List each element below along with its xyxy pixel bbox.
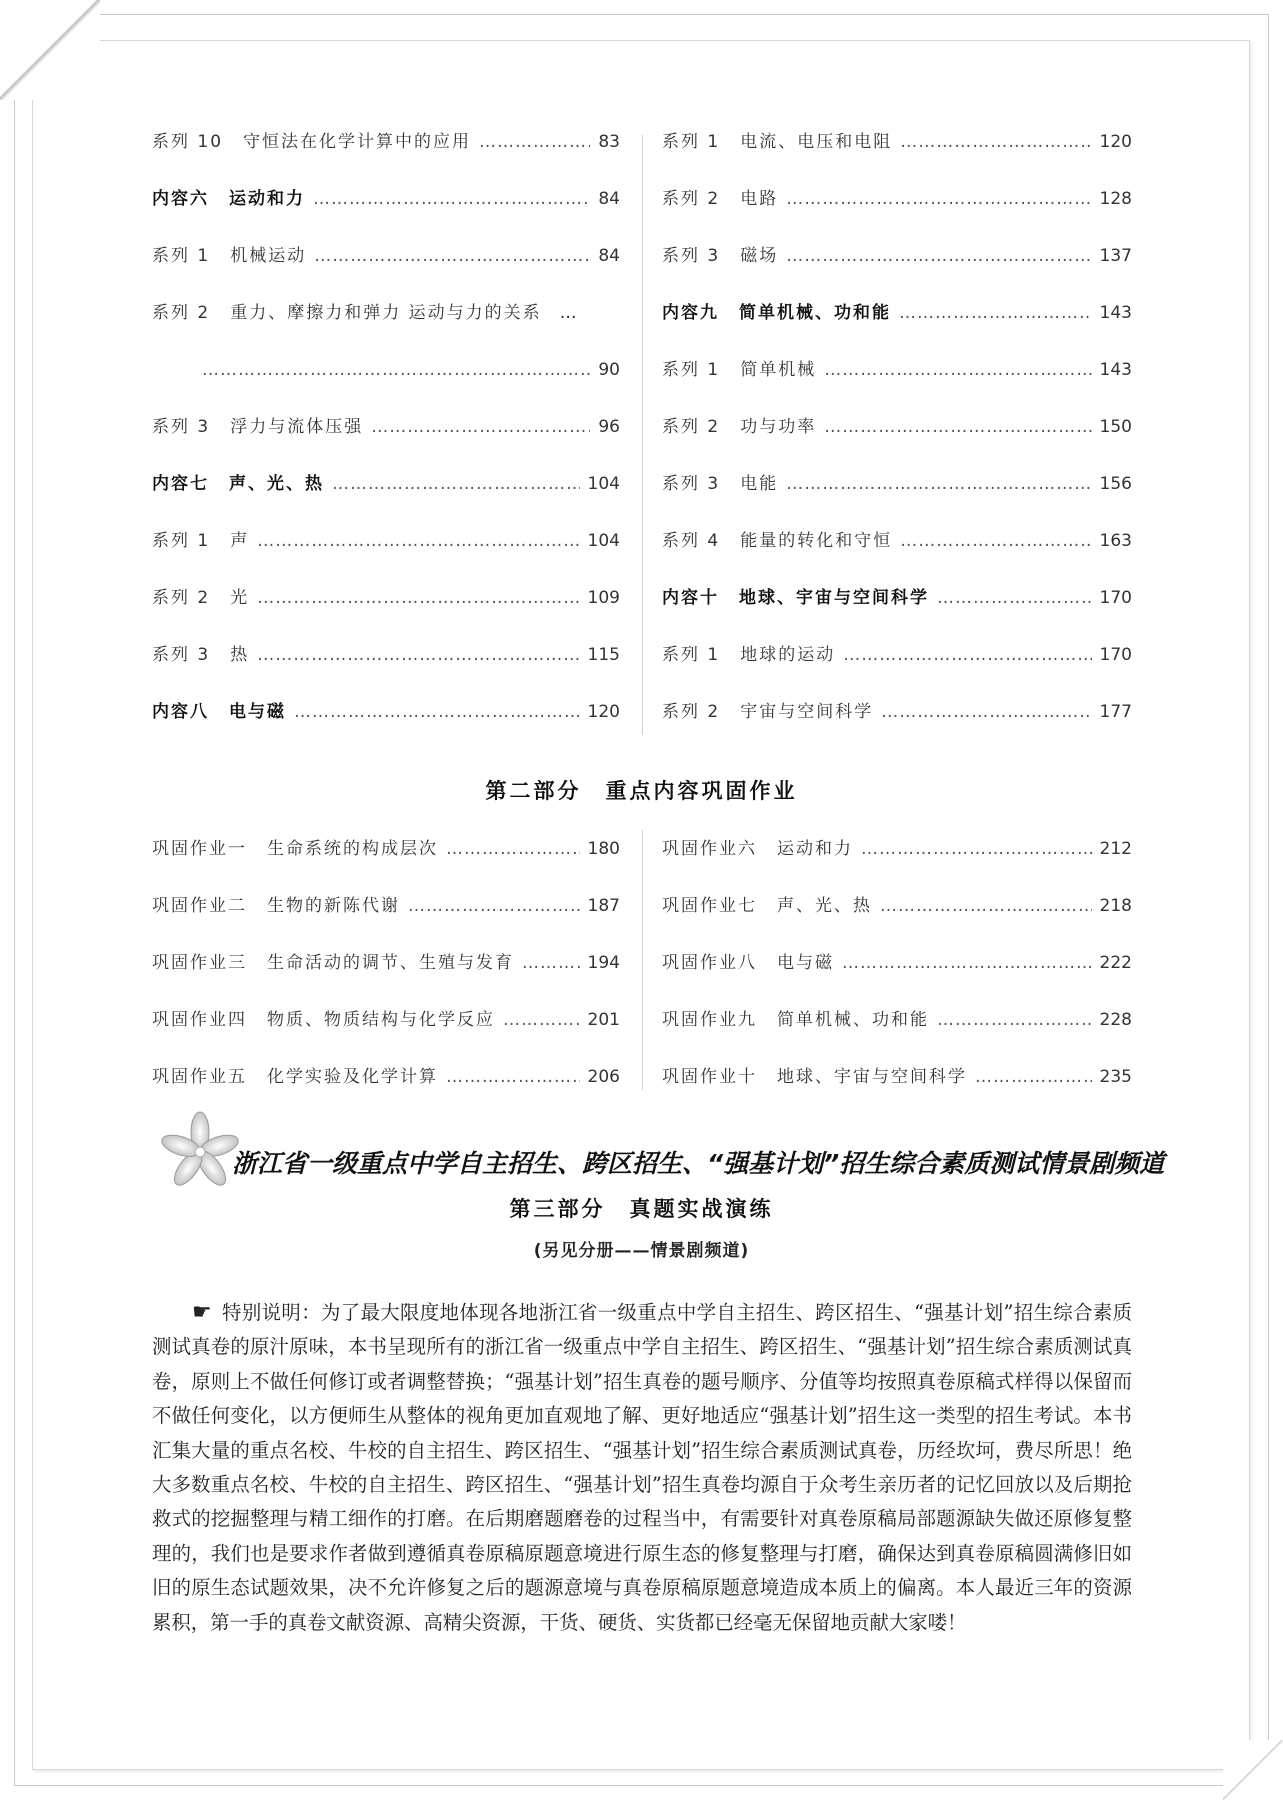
toc-entry[interactable]: 系列 2 重力、摩擦力和弹力 运动与力的关系 … <box>152 303 578 323</box>
channel-banner <box>160 1110 1165 1180</box>
leader-dots <box>843 644 1091 666</box>
toc-entry[interactable]: 系列 1 简单机械 …………………………………………………………………………… 143 <box>662 359 1132 416</box>
leader-dots <box>332 473 580 495</box>
leader-dots <box>294 701 580 723</box>
toc-entry[interactable]: 内容十 地球、宇宙与空间科学 …………………………………………………………………………… 170 <box>662 587 1132 644</box>
toc-entry[interactable]: 系列 3 浮力与流体压强 …………………………………………………………………………… 96 <box>152 416 620 473</box>
leader-dots <box>900 530 1091 552</box>
toc-entry[interactable]: 系列 3 热 …………………………………………………………………………… 115 <box>152 644 620 701</box>
toc-entry[interactable]: 巩固作业一 生命系统的构成层次 …………………………………………………………………………… 180 <box>152 838 620 895</box>
leader-dots <box>371 416 590 438</box>
toc-entry[interactable]: 巩固作业八 电与磁 …………………………………………………………………………… 222 <box>662 952 1132 1009</box>
leader-dots <box>899 302 1092 324</box>
leader-dots <box>786 245 1091 267</box>
toc-entry[interactable]: 系列 2 电路 …………………………………………………………………………… 128 <box>662 188 1132 245</box>
leader-dots <box>861 838 1092 860</box>
leader-dots <box>479 131 590 153</box>
leader-dots <box>202 359 590 381</box>
toc-entry[interactable]: 系列 10 守恒法在化学计算中的应用 …………………………………………………………………………… 83 <box>152 131 620 188</box>
leader-dots <box>975 1066 1092 1088</box>
part3-subtitle: (另见分册——情景剧频道) <box>533 1241 750 1261</box>
toc-entry[interactable]: 系列 1 电流、电压和电阻 …………………………………………………………………………… 120 <box>662 131 1132 188</box>
leader-dots <box>881 701 1091 723</box>
special-note <box>152 1296 1132 1640</box>
toc-right-column <box>662 131 1132 758</box>
toc-column-divider <box>642 135 643 735</box>
toc-entry[interactable]: 系列 2 光 …………………………………………………………………………… 109 <box>152 587 620 644</box>
toc-entry[interactable]: 系列 3 磁场 …………………………………………………………………………… 137 <box>662 245 1132 302</box>
leader-dots <box>880 895 1092 917</box>
leader-dots <box>937 587 1092 609</box>
banner-title: 浙江省一级重点中学自主招生、跨区招生、“强基计划”招生综合素质测试情景剧频道 <box>232 1149 1165 1178</box>
leader-dots <box>446 1066 580 1088</box>
toc-entry[interactable]: 内容七 声、光、热 …………………………………………………………………………… 104 <box>152 473 620 530</box>
toc-entry[interactable]: 巩固作业二 生物的新陈代谢 …………………………………………………………………………… 187 <box>152 895 620 952</box>
pointing-hand-icon: ☛ <box>192 1300 212 1325</box>
toc-entry[interactable]: 系列 1 地球的运动 …………………………………………………………………………… 170 <box>662 644 1132 701</box>
toc-entry[interactable]: 系列 2 宇宙与空间科学 …………………………………………………………………………… 177 <box>662 701 1132 758</box>
leader-dots <box>257 644 579 666</box>
leader-dots <box>900 131 1091 153</box>
leader-dots <box>313 188 590 210</box>
toc-entry[interactable]: 巩固作业六 运动和力 …………………………………………………………………………… 212 <box>662 838 1132 895</box>
special-note-text: 特别说明：为了最大限度地体现各地浙江省一级重点中学自主招生、跨区招生、“强基计划”招生综合素质测试真卷的原汁原味，本书呈现所有的浙江省一级重点中学自主招生、跨区招生、“强基计划”招生综合素质测试真卷，原则上不做任何修订或者调整替换；“强基计划”招生真卷的题号顺序、分值等均按照真卷原稿式样得以保留而不做任何变化，以方便师生从整体的视角更加直观地了解、更好地适应“强基计划”招生这一类型的招生考试。本书汇集大量的重点名校、牛校的自主招生、跨区招生、“强基计划”招生综合素质测试真卷，历经坎坷，费尽所思！绝大多数重点名校、牛校的自主招生、跨区招生、“强基计划”招生真卷均源自于众考生亲历者的记忆回放以及后期抢救式的挖掘整理与精工细作的打磨。在后期磨题磨卷的过程当中，有需要针对真卷原稿局部题源缺失做还原修复整理的，我们也是要求作者做到遵循真卷原稿原题意境进行原生态的修复整理与打磨，确保达到真卷原稿圆满修旧如旧的原生态试题效果，决不允许修复之后的题源意境与真卷原稿原题意境造成本质上的偏离。本人最近三年的资源累积，第一手的真卷文献资源、高精尖资源，干货、硬货、实货都已经毫无保留地贡献大家喽！ <box>152 1301 1132 1634</box>
leader-dots <box>314 245 590 267</box>
leader-dots <box>786 473 1091 495</box>
leader-dots <box>937 1009 1092 1031</box>
leader-dots <box>257 530 579 552</box>
part2-right-column <box>662 838 1132 1123</box>
toc-entry[interactable]: 系列 4 能量的转化和守恒 …………………………………………………………………………… 163 <box>662 530 1132 587</box>
leader-dots <box>522 952 580 974</box>
toc-entry[interactable]: 系列 1 机械运动 …………………………………………………………………………… 84 <box>152 245 620 302</box>
leader-dots <box>842 952 1092 974</box>
toc-entry[interactable]: 系列 1 声 …………………………………………………………………………… 104 <box>152 530 620 587</box>
toc2-column-divider <box>642 830 643 1090</box>
page-corner-fold <box>0 0 100 100</box>
toc-entry[interactable]: 巩固作业五 化学实验及化学计算 …………………………………………………………………………… 206 <box>152 1066 620 1123</box>
page-corner-fold-bottom <box>1223 1740 1283 1800</box>
toc-entry[interactable]: 巩固作业九 简单机械、功和能 …………………………………………………………………………… 228 <box>662 1009 1132 1066</box>
part2-title: 第二部分 重点内容巩固作业 <box>485 779 798 803</box>
toc-entry-continuation[interactable]: …………………………………………………………………………… 90 <box>152 359 620 416</box>
toc-entry[interactable]: 系列 2 功与功率 …………………………………………………………………………… 150 <box>662 416 1132 473</box>
toc-entry[interactable]: 内容八 电与磁 …………………………………………………………………………… 120 <box>152 701 620 758</box>
leader-dots <box>786 188 1091 210</box>
toc-entry[interactable]: 系列 3 电能 …………………………………………………………………………… 156 <box>662 473 1132 530</box>
toc-entry[interactable]: 巩固作业七 声、光、热 …………………………………………………………………………… 218 <box>662 895 1132 952</box>
part3-title: 第三部分 真题实战演练 <box>509 1197 774 1221</box>
leader-dots <box>257 587 579 609</box>
flower-icon <box>160 1110 240 1190</box>
toc-entry[interactable]: 巩固作业四 物质、物质结构与化学反应 …………………………………………………………………………… 201 <box>152 1009 620 1066</box>
leader-dots <box>503 1009 580 1031</box>
leader-dots <box>446 838 580 860</box>
toc-entry[interactable]: 内容六 运动和力 …………………………………………………………………………… 84 <box>152 188 620 245</box>
leader-dots <box>824 416 1091 438</box>
leader-dots <box>408 895 580 917</box>
toc-entry[interactable]: 巩固作业十 地球、宇宙与空间科学 …………………………………………………………………………… 235 <box>662 1066 1132 1123</box>
leader-dots <box>824 359 1091 381</box>
toc-left-column <box>152 131 620 758</box>
toc-entry[interactable]: 巩固作业三 生命活动的调节、生殖与发育 …………………………………………………………………………… 194 <box>152 952 620 1009</box>
toc-entry[interactable]: 内容九 简单机械、功和能 …………………………………………………………………………… 143 <box>662 302 1132 359</box>
part2-left-column <box>152 838 620 1123</box>
